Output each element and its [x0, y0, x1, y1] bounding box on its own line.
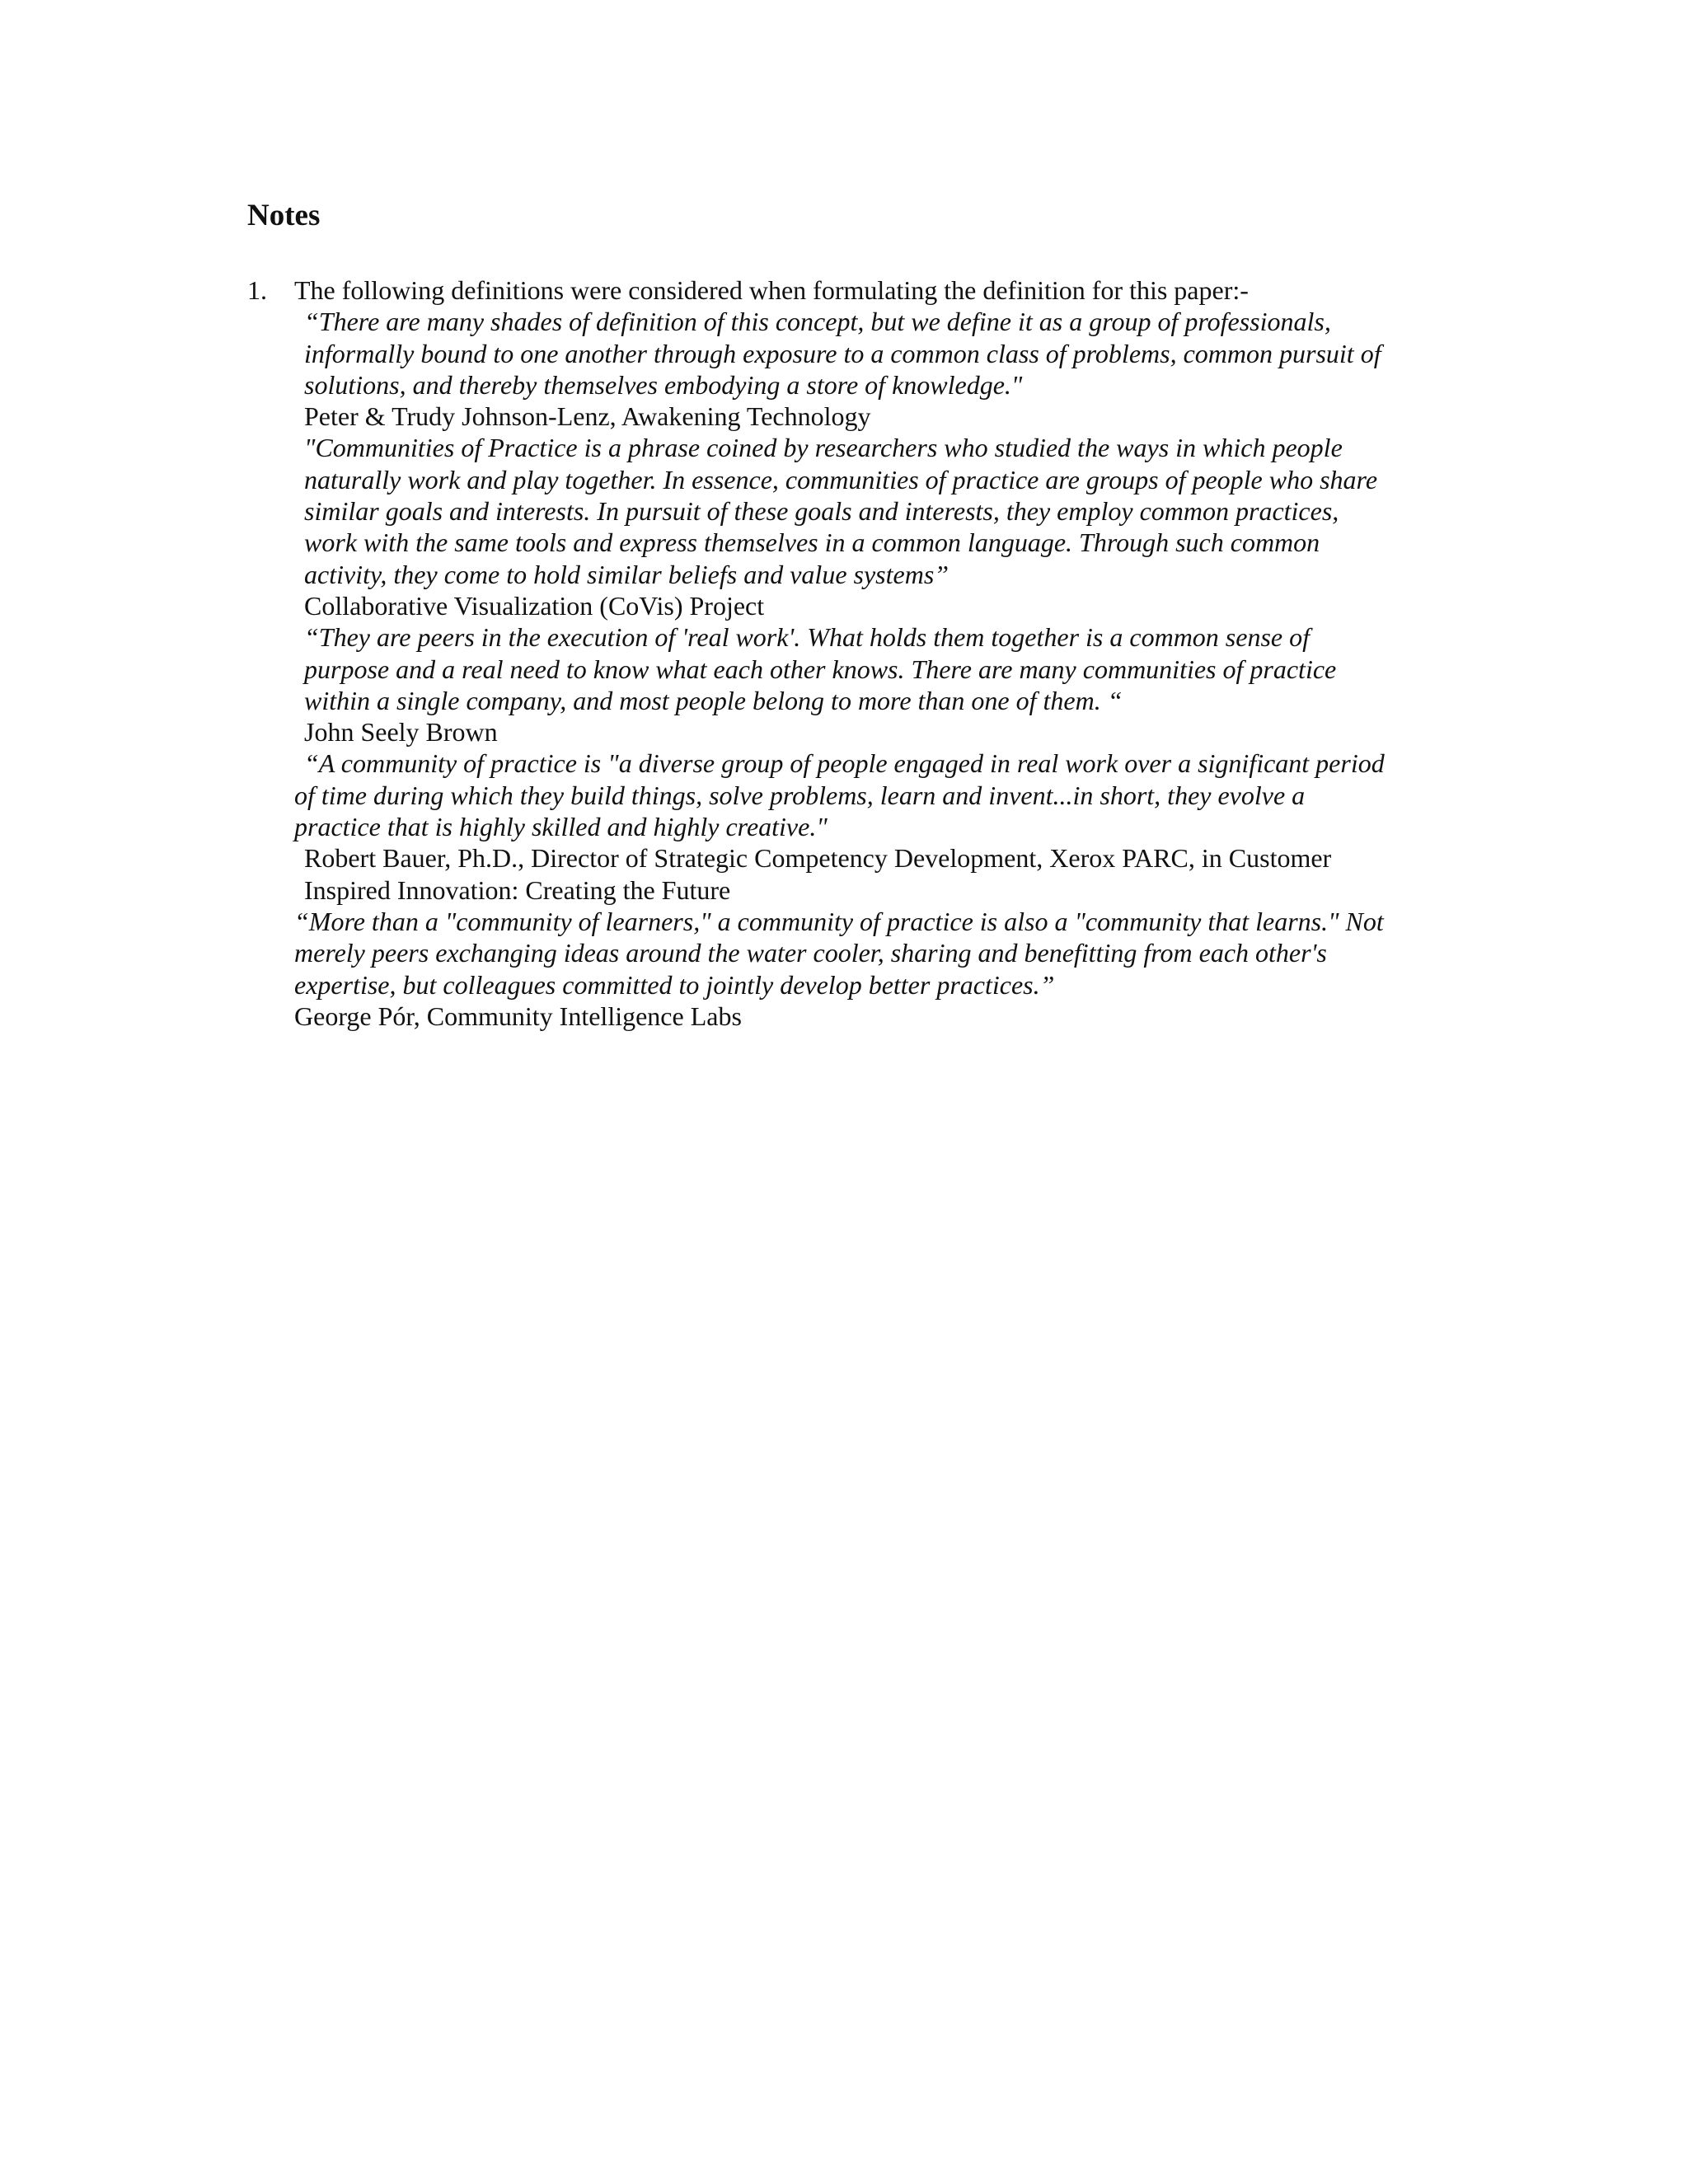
note-body [294, 274, 1465, 1032]
quote-line: within a single company, and most people belong to more than one of them. “ [304, 685, 1123, 715]
quote-line: of time during which they build things, solve problems, learn and invent...in short, they evolve a [294, 780, 1306, 810]
quote-line: work with the same tools and express themselves in a common language. Through such common [304, 527, 1320, 558]
quote-line: “There are many shades of definition of this concept, but we define it as a group of professionals, [304, 307, 1331, 337]
quote-line: “More than a "community of learners," a community of practice is also a "community that learns." Not [294, 906, 1384, 936]
quote-line: solutions, and thereby themselves embodying a store of knowledge." [304, 369, 1023, 400]
quote-source: Inspired Innovation: Creating the Future [304, 874, 731, 905]
page-title: Notes [247, 199, 321, 232]
quote-line: expertise, but colleagues committed to jointly develop better practices.” [294, 969, 1055, 1000]
note-number: 1. [247, 275, 267, 305]
quote-line: merely peers exchanging ideas around the water cooler, sharing and benefitting from each other's [294, 938, 1327, 968]
quote-line: “They are peers in the execution of 'real work'. What holds them together is a common sense of [304, 622, 1310, 653]
quote-line: informally bound to one another through exposure to a common class of problems, common pursuit of [304, 338, 1381, 368]
quote-source: George Pór, Community Intelligence Labs [294, 1001, 742, 1031]
quote-line: purpose and a real need to know what each other knows. There are many communities of practice [304, 654, 1337, 684]
quote-source: Robert Bauer, Ph.D., Director of Strategic Competency Development, Xerox PARC, in Customer [304, 843, 1332, 874]
quote-line: “A community of practice is "a diverse group of people engaged in real work over a significant period [304, 748, 1385, 779]
quote-source: John Seely Brown [304, 717, 498, 748]
quote-line: activity, they come to hold similar beliefs and value systems” [304, 559, 950, 589]
note-intro: The following definitions were considered when formulating the definition for this paper:- [294, 275, 1249, 305]
quote-source: Peter & Trudy Johnson-Lenz, Awakening Technology [304, 401, 871, 432]
quote-line: naturally work and play together. In essence, communities of practice are groups of people who share [304, 464, 1378, 494]
quote-line: similar goals and interests. In pursuit of these goals and interests, they employ common practices, [304, 496, 1339, 527]
quote-source: Collaborative Visualization (CoVis) Project [304, 590, 765, 621]
quote-line: practice that is highly skilled and highly creative." [294, 812, 828, 842]
quote-line: "Communities of Practice is a phrase coined by researchers who studied the ways in which people [304, 433, 1343, 463]
